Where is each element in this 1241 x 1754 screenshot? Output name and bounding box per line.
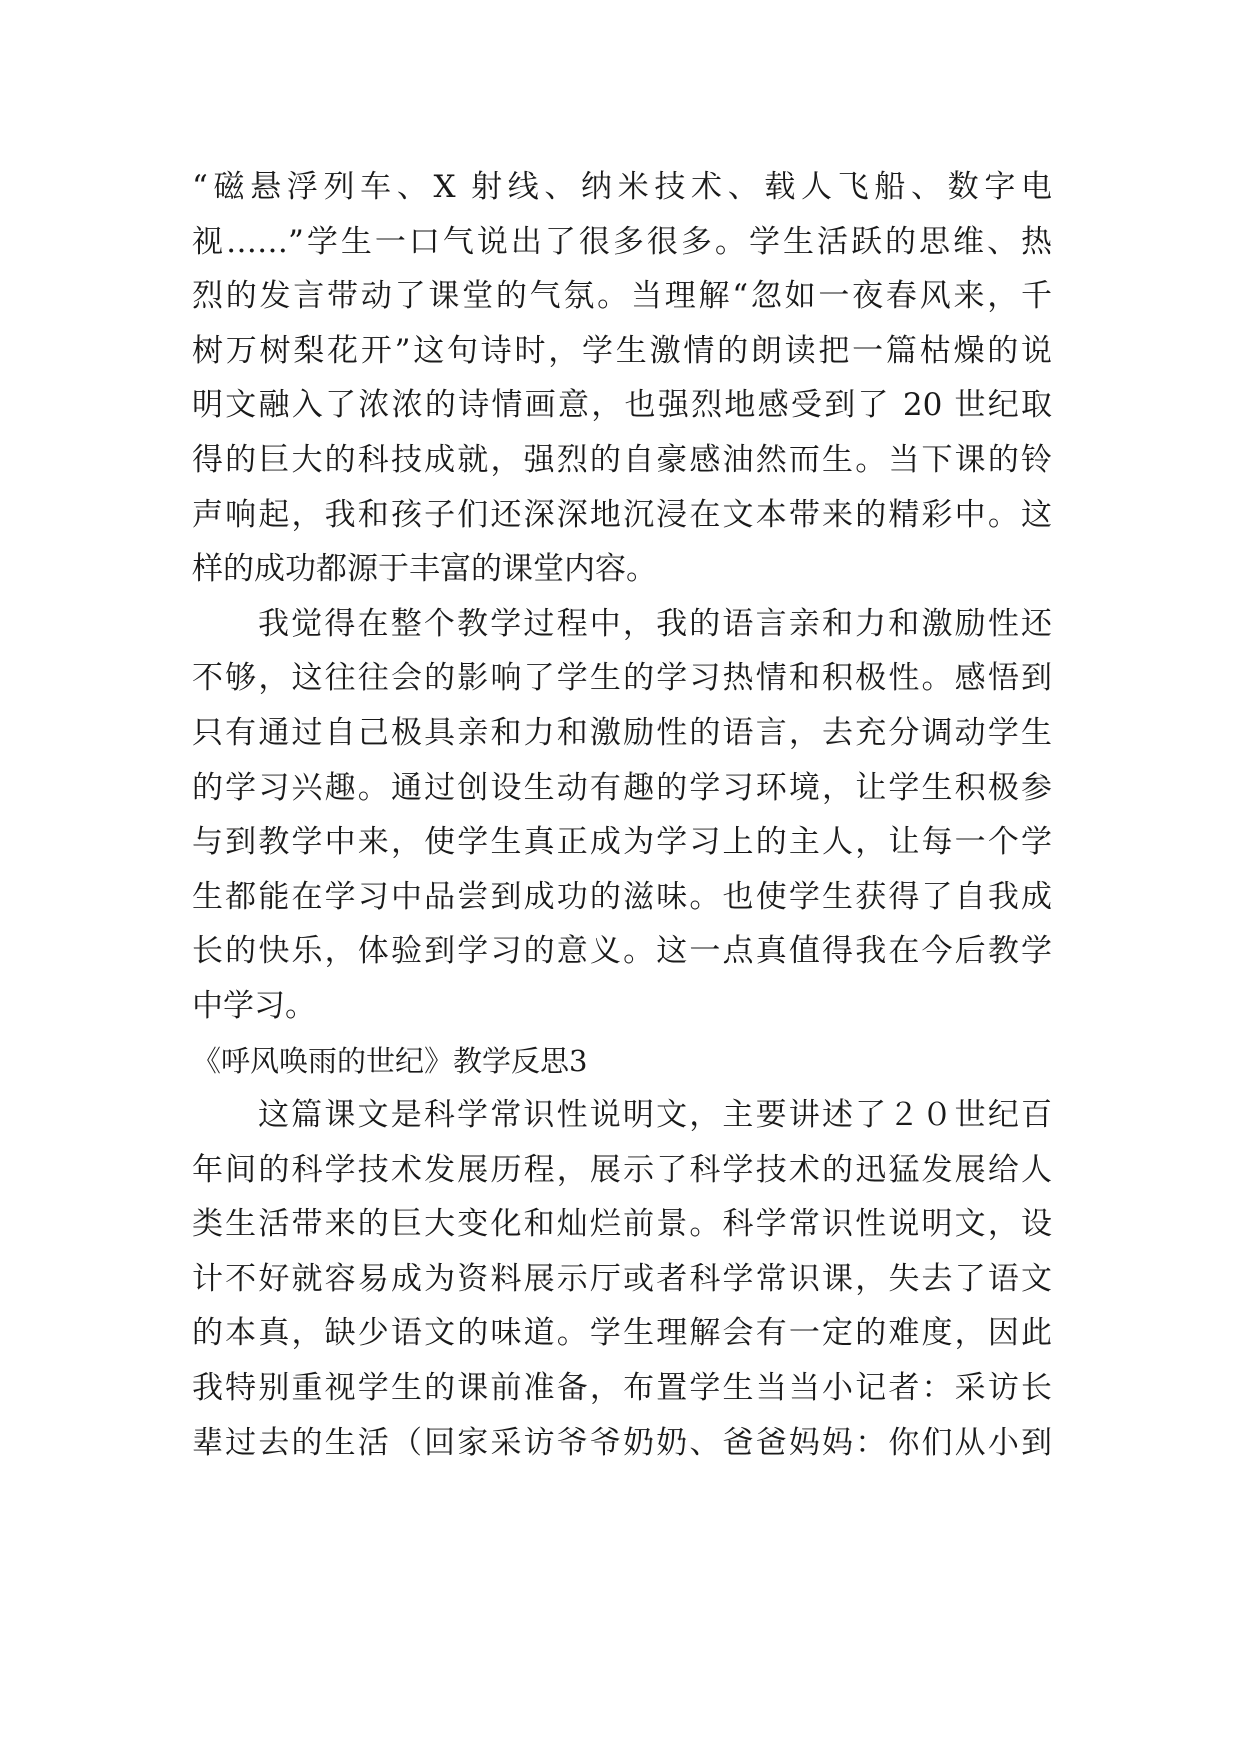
- text-line: “磁悬浮列车、X 射线、纳米技术、载人飞船、数字电: [192, 169, 1052, 205]
- text-line: 与到教学中来，使学生真正成为学习上的主人，让每一个学: [192, 824, 1052, 861]
- text-line: 生都能在学习中品尝到成功的滋味。也使学生获得了自我成: [192, 878, 1052, 915]
- text-line: 年间的科学技术发展历程，展示了科学技术的迅猛发展给人: [192, 1151, 1052, 1188]
- text-line: 的学习兴趣。通过创设生动有趣的学习环境，让学生积极参: [192, 769, 1052, 806]
- document-body: [192, 160, 1052, 1470]
- text-line: 辈过去的生活（回家采访爷爷奶奶、爸爸妈妈：你们从小到: [192, 1424, 1052, 1461]
- text-line: 的本真，缺少语文的味道。学生理解会有一定的难度，因此: [192, 1315, 1052, 1352]
- text-line: 烈的发言带动了课堂的气氛。当理解“忽如一夜春风来，千: [192, 278, 1052, 315]
- text-line: 明文融入了浓浓的诗情画意，也强烈地感受到了 20 世纪取: [192, 387, 1052, 424]
- text-line: 不够，这往往会的影响了学生的学习热情和积极性。感悟到: [192, 660, 1052, 697]
- text-line: 只有通过自己极具亲和力和激励性的语言，去充分调动学生: [192, 714, 1052, 751]
- text-line: 我觉得在整个教学过程中，我的语言亲和力和激励性还: [258, 605, 1052, 642]
- text-line: 得的巨大的科技成就，强烈的自豪感油然而生。当下课的铃: [192, 441, 1052, 478]
- text-line: 样的成功都源于丰富的课堂内容。: [192, 551, 657, 588]
- text-line: 声响起，我和孩子们还深深地沉浸在文本带来的精彩中。这: [192, 496, 1052, 533]
- text-line: 类生活带来的巨大变化和灿烂前景。科学常识性说明文，设: [192, 1206, 1052, 1243]
- text-line: 长的快乐，体验到学习的意义。这一点真值得我在今后教学: [192, 933, 1052, 970]
- text-line: 中学习。: [192, 987, 316, 1024]
- text-line: 计不好就容易成为资料展示厅或者科学常识课，失去了语文: [192, 1260, 1052, 1297]
- text-line: 树万树梨花开”这句诗时，学生激情的朗读把一篇枯燥的说: [192, 332, 1052, 369]
- text-line: 我特别重视学生的课前准备，布置学生当当小记者：采访长: [192, 1370, 1052, 1407]
- text-line: 这篇课文是科学常识性说明文，主要讲述了２０世纪百: [258, 1097, 1052, 1134]
- section-heading: 《呼风唤雨的世纪》教学反思3: [192, 1043, 588, 1078]
- text-line: 视……”学生一口气说出了很多很多。学生活跃的思维、热: [192, 223, 1052, 260]
